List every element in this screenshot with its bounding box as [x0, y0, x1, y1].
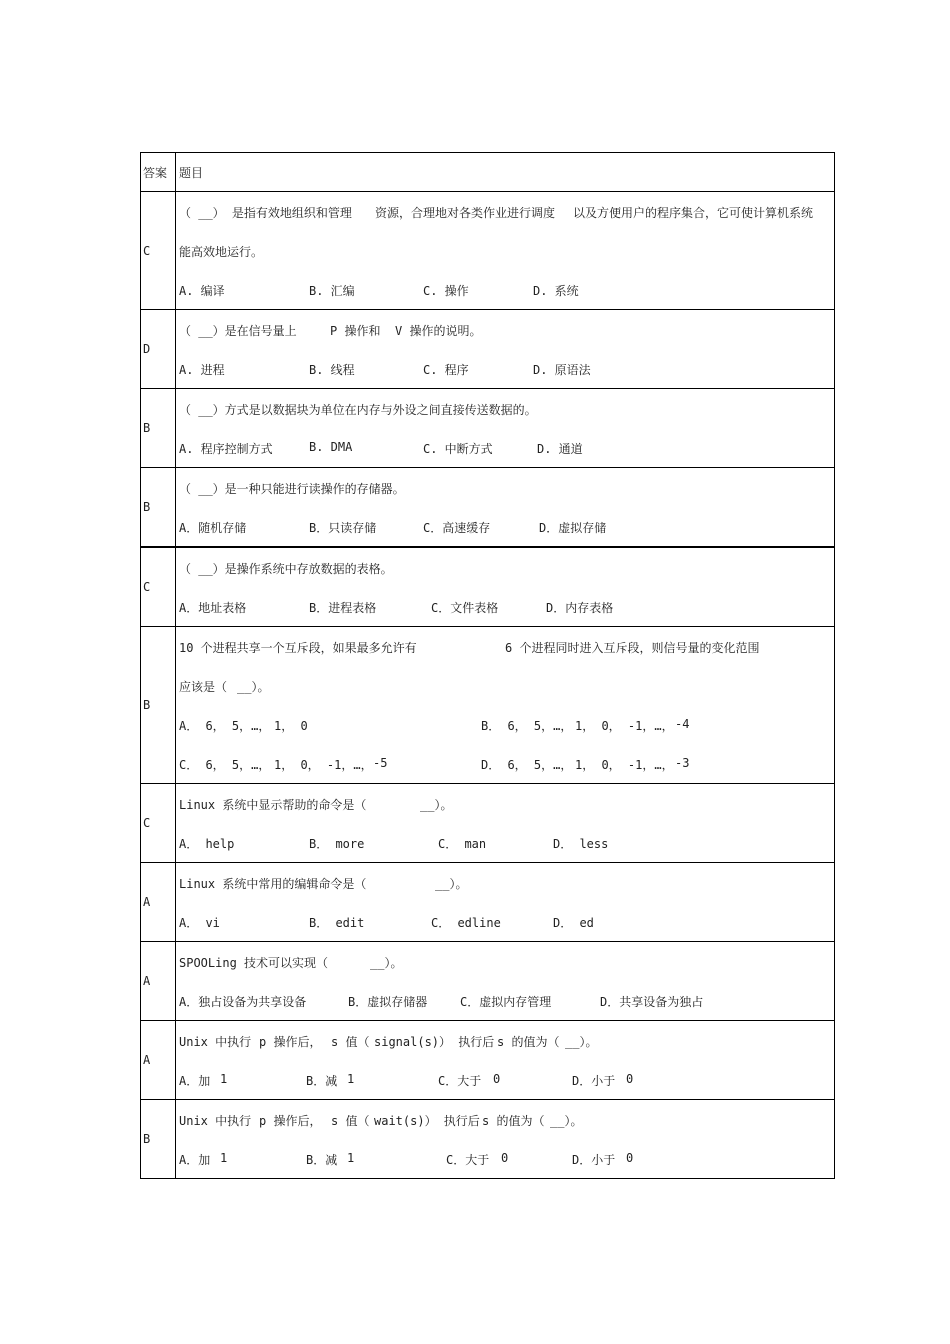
text-segment: 6 个进程同时进入互斥段，则信号量的变化范围	[505, 641, 760, 655]
text-segment: 1	[220, 1151, 228, 1165]
text-segment: （ __）是一种只能进行读操作的存储器。	[179, 482, 405, 496]
answer-cell: C	[141, 192, 176, 310]
text-segment: 0	[626, 1072, 634, 1086]
question-cell	[176, 310, 835, 389]
text-segment: wait(s)） 执行后	[374, 1114, 480, 1128]
text-segment: Unix 中执行	[179, 1035, 252, 1049]
text-segment: 0	[501, 1151, 509, 1165]
question-cell	[176, 863, 835, 942]
answer-cell: C	[141, 784, 176, 863]
text-segment: A. 进程	[179, 363, 225, 377]
text-segment: D． ed	[553, 916, 594, 930]
text-segment: C．高速缓存	[423, 521, 491, 535]
question-cell	[176, 1021, 835, 1100]
text-segment: B． more	[309, 837, 365, 851]
text-segment: Unix 中执行	[179, 1114, 252, 1128]
text-segment: （ __）是在信号量上	[179, 324, 297, 338]
question-text-line	[179, 192, 834, 231]
question-row	[141, 627, 835, 784]
text-segment: p 操作后，	[259, 1035, 322, 1049]
question-text-line	[179, 863, 834, 902]
question-cell	[176, 784, 835, 863]
text-segment: B. 汇编	[309, 284, 355, 298]
answer-column-header: 答案	[141, 153, 176, 192]
text-segment: D．共享设备为独占	[600, 995, 704, 1009]
text-segment: C．大于	[446, 1153, 490, 1167]
question-option-line	[179, 587, 834, 626]
question-row	[141, 942, 835, 1021]
question-option-line	[179, 428, 834, 467]
text-segment: __）。	[565, 1035, 598, 1049]
question-row	[141, 310, 835, 389]
text-segment: 0	[493, 1072, 501, 1086]
question-text-line	[179, 942, 834, 981]
text-segment: __）。	[435, 877, 468, 891]
question-row	[141, 468, 835, 548]
question-row	[141, 863, 835, 942]
question-option-line	[179, 823, 834, 862]
question-option-line	[179, 981, 834, 1020]
text-segment: signal(s)） 执行后	[374, 1035, 495, 1049]
question-text-line	[179, 310, 834, 349]
text-segment: D．小于	[572, 1153, 616, 1167]
question-row	[141, 389, 835, 468]
text-segment: A. 程序控制方式	[179, 442, 273, 456]
text-segment: -4	[675, 717, 690, 731]
text-segment: A． help	[179, 837, 235, 851]
question-text-line	[179, 784, 834, 823]
question-option-line	[179, 744, 834, 783]
answer-cell: B	[141, 468, 176, 548]
text-segment: SPOOLing 技术可以实现（	[179, 956, 329, 970]
question-text-line	[179, 1021, 834, 1060]
text-segment: s 的值为（	[482, 1114, 545, 1128]
text-segment: 1	[347, 1151, 355, 1165]
question-text-line	[179, 627, 834, 666]
text-segment: 1， 0	[274, 719, 308, 733]
text-segment: 能高效地运行。	[179, 245, 264, 259]
text-segment: V 操作的说明。	[395, 324, 482, 338]
question-cell	[176, 547, 835, 627]
text-segment: （ __）是操作系统中存放数据的表格。	[179, 562, 393, 576]
text-segment: D． less	[553, 837, 609, 851]
question-row	[141, 784, 835, 863]
text-segment: B．只读存储	[309, 521, 377, 535]
answer-cell: B	[141, 627, 176, 784]
question-option-line	[179, 231, 834, 270]
text-segment: A． 6， 5，…，	[179, 719, 271, 733]
text-segment: A．加	[179, 1074, 211, 1088]
text-segment: s 值（	[331, 1114, 370, 1128]
question-row	[141, 1021, 835, 1100]
text-segment: -3	[675, 756, 690, 770]
answer-cell: B	[141, 1100, 176, 1179]
text-segment: 1， 0， -1，…，	[575, 758, 674, 772]
answer-cell: A	[141, 942, 176, 1021]
text-segment: B． edit	[309, 916, 365, 930]
question-cell	[176, 468, 835, 548]
text-segment: C．虚拟内存管理	[460, 995, 552, 1009]
text-segment: C．大于	[438, 1074, 482, 1088]
question-text-line	[179, 1100, 834, 1139]
question-text-line	[179, 548, 834, 587]
text-segment: 以及方便用户的程序集合，它可使计算机系统	[573, 206, 814, 220]
text-segment: 0	[626, 1151, 634, 1165]
text-segment: B. 线程	[309, 363, 355, 377]
text-segment: p 操作后，	[259, 1114, 322, 1128]
question-option-line	[179, 270, 834, 309]
text-segment: D． 6， 5，…，	[481, 758, 573, 772]
text-segment: s 的值为（	[497, 1035, 560, 1049]
question-option-line	[179, 705, 834, 744]
text-segment: C. 程序	[423, 363, 469, 377]
text-segment: D．内存表格	[546, 601, 614, 615]
text-segment: A． vi	[179, 916, 220, 930]
text-segment: -5	[373, 756, 388, 770]
text-segment: D. 原语法	[533, 363, 591, 377]
text-segment: 1	[347, 1072, 355, 1086]
question-table	[140, 152, 835, 1179]
text-segment: （ __）方式是以数据块为单位在内存与外设之间直接传送数据的。	[179, 403, 537, 417]
text-segment: A．独占设备为共享设备	[179, 995, 307, 1009]
text-segment: __）。	[420, 798, 453, 812]
question-cell	[176, 192, 835, 310]
text-segment: （ __） 是指有效地组织和管理	[179, 206, 352, 220]
text-segment: 1， 0， -1，…，	[575, 719, 674, 733]
text-segment: A．地址表格	[179, 601, 247, 615]
text-segment: C. 中断方式	[423, 442, 493, 456]
question-option-line	[179, 349, 834, 388]
text-segment: D. 通道	[537, 442, 583, 456]
question-text-line	[179, 468, 834, 507]
question-option-line	[179, 902, 834, 941]
text-segment: C． 6， 5，…，	[179, 758, 271, 772]
text-segment: __）。	[237, 680, 270, 694]
text-segment: 1， 0， -1，…，	[274, 758, 373, 772]
answer-cell: A	[141, 1021, 176, 1100]
text-segment: B．减	[306, 1153, 338, 1167]
text-segment: A. 编译	[179, 284, 225, 298]
text-segment: Linux 系统中常用的编辑命令是（	[179, 877, 367, 891]
text-segment: C. 操作	[423, 284, 469, 298]
question-row	[141, 192, 835, 310]
question-option-line	[179, 507, 834, 546]
text-segment: s 值（	[331, 1035, 370, 1049]
text-segment: B． 6， 5，…，	[481, 719, 573, 733]
question-cell	[176, 389, 835, 468]
text-segment: A．随机存储	[179, 521, 247, 535]
text-segment: A．加	[179, 1153, 211, 1167]
text-segment: D．虚拟存储	[539, 521, 607, 535]
text-segment: __）。	[370, 956, 403, 970]
text-segment: B. DMA	[309, 440, 353, 454]
text-segment: __）。	[550, 1114, 583, 1128]
question-cell	[176, 627, 835, 784]
answer-cell: D	[141, 310, 176, 389]
answer-cell: B	[141, 389, 176, 468]
question-cell	[176, 1100, 835, 1179]
table-header-row	[141, 153, 835, 192]
text-segment: B．减	[306, 1074, 338, 1088]
text-segment: 资源，合理地对各类作业进行调度	[375, 206, 556, 220]
question-option-line	[179, 1060, 834, 1099]
question-row	[141, 1100, 835, 1179]
text-segment: C． edline	[431, 916, 501, 930]
text-segment: B．进程表格	[309, 601, 377, 615]
text-segment: 10 个进程共享一个互斥段，如果最多允许有	[179, 641, 417, 655]
question-option-line	[179, 666, 834, 705]
text-segment: C． man	[438, 837, 487, 851]
answer-cell: C	[141, 547, 176, 627]
text-segment: D. 系统	[533, 284, 579, 298]
question-option-line	[179, 1139, 834, 1178]
text-segment: C．文件表格	[431, 601, 499, 615]
question-cell	[176, 942, 835, 1021]
text-segment: P 操作和	[330, 324, 381, 338]
text-segment: 应该是（	[179, 680, 228, 694]
answer-cell: A	[141, 863, 176, 942]
text-segment: D．小于	[572, 1074, 616, 1088]
question-row	[141, 547, 835, 627]
text-segment: Linux 系统中显示帮助的命令是（	[179, 798, 367, 812]
text-segment: B．虚拟存储器	[348, 995, 428, 1009]
question-text-line	[179, 389, 834, 428]
text-segment: 1	[220, 1072, 228, 1086]
question-column-header: 题目	[176, 153, 835, 192]
